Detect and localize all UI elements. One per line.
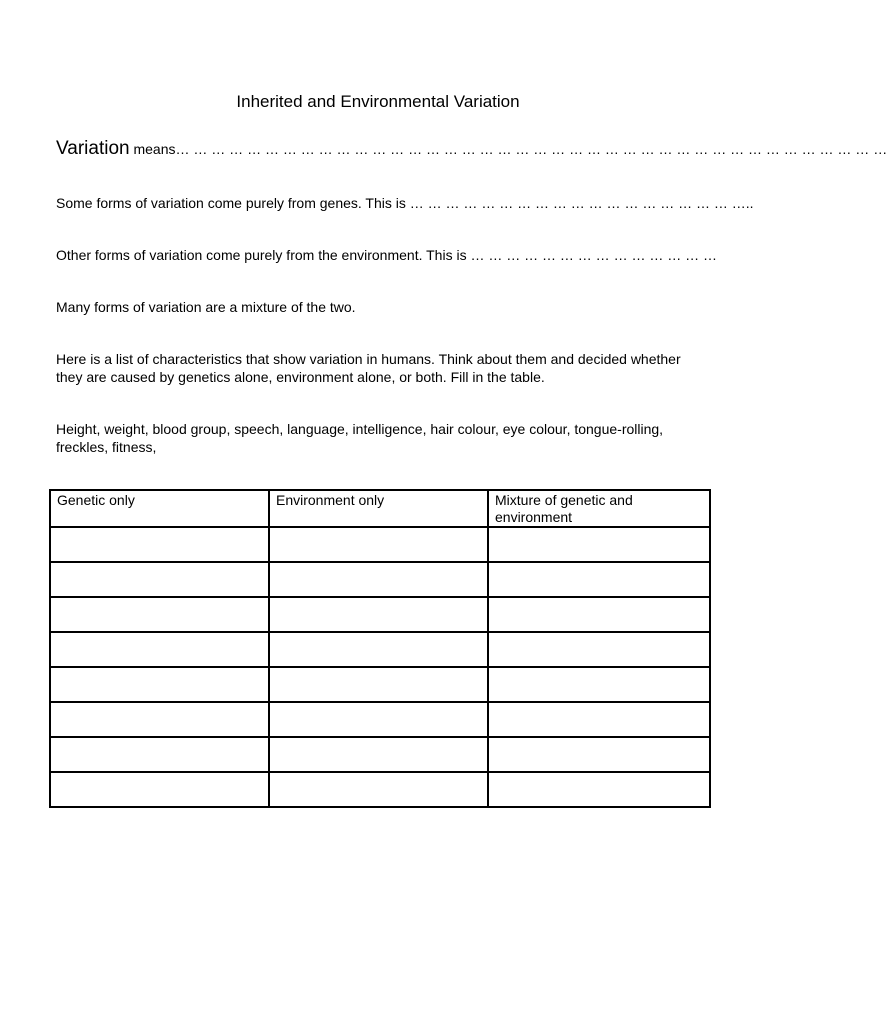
variation-table	[49, 489, 711, 808]
characteristics-list: Height, weight, blood group, speech, language, intelligence, hair colour, eye colour, tongue-rolling, freckles, fitness,	[56, 421, 664, 455]
table-cell-mixture[interactable]	[488, 632, 710, 667]
table-cell-genetic[interactable]	[50, 562, 269, 597]
page-title: Inherited and Environmental Variation	[236, 92, 520, 111]
table-cell-mixture[interactable]	[488, 702, 710, 737]
table-cell-environment[interactable]	[269, 597, 488, 632]
genes-variation-line: Some forms of variation come purely from genes. This is … … … … … … … … … … … … … … … … … … …..	[56, 195, 754, 211]
table-row	[50, 597, 710, 632]
header-mixture: Mixture of genetic and environment	[488, 490, 710, 527]
instructions-paragraph: Here is a list of characteristics that show variation in humans. Think about them and decided whether they are caused by genetics alone, environment alone, or both. Fill in the table.	[56, 351, 681, 385]
table-row	[50, 632, 710, 667]
mixture-statement: Many forms of variation are a mixture of the two.	[56, 299, 356, 315]
table-row	[50, 667, 710, 702]
table-cell-mixture[interactable]	[488, 527, 710, 562]
table-cell-genetic[interactable]	[50, 702, 269, 737]
environment-variation-line: Other forms of variation come purely from the environment. This is … … … … … … … … … … … … … …	[56, 247, 718, 263]
table-header-row	[50, 490, 710, 527]
table-cell-genetic[interactable]	[50, 667, 269, 702]
table-row	[50, 737, 710, 772]
table-cell-genetic[interactable]	[50, 772, 269, 807]
variation-definition-line	[56, 138, 887, 160]
table-cell-environment[interactable]	[269, 527, 488, 562]
table-row	[50, 702, 710, 737]
table-row	[50, 527, 710, 562]
table-cell-environment[interactable]	[269, 667, 488, 702]
table-cell-mixture[interactable]	[488, 772, 710, 807]
table-cell-mixture[interactable]	[488, 562, 710, 597]
header-environment-only: Environment only	[269, 490, 488, 527]
table-cell-genetic[interactable]	[50, 597, 269, 632]
table-cell-genetic[interactable]	[50, 737, 269, 772]
table-cell-mixture[interactable]	[488, 667, 710, 702]
table-cell-environment[interactable]	[269, 562, 488, 597]
table-row	[50, 772, 710, 807]
header-genetic-only: Genetic only	[50, 490, 269, 527]
table-cell-environment[interactable]	[269, 702, 488, 737]
table-row	[50, 562, 710, 597]
table-cell-environment[interactable]	[269, 737, 488, 772]
table-cell-mixture[interactable]	[488, 597, 710, 632]
table-cell-genetic[interactable]	[50, 632, 269, 667]
table-cell-environment[interactable]	[269, 772, 488, 807]
variation-term: Variation	[56, 138, 130, 159]
table-cell-environment[interactable]	[269, 632, 488, 667]
table-cell-mixture[interactable]	[488, 737, 710, 772]
variation-means-blank: means… … … … … … … … … … … … … … … … … … … … … … … … … … … … … … … … … … … … … … … …	[129, 141, 887, 157]
table-cell-genetic[interactable]	[50, 527, 269, 562]
